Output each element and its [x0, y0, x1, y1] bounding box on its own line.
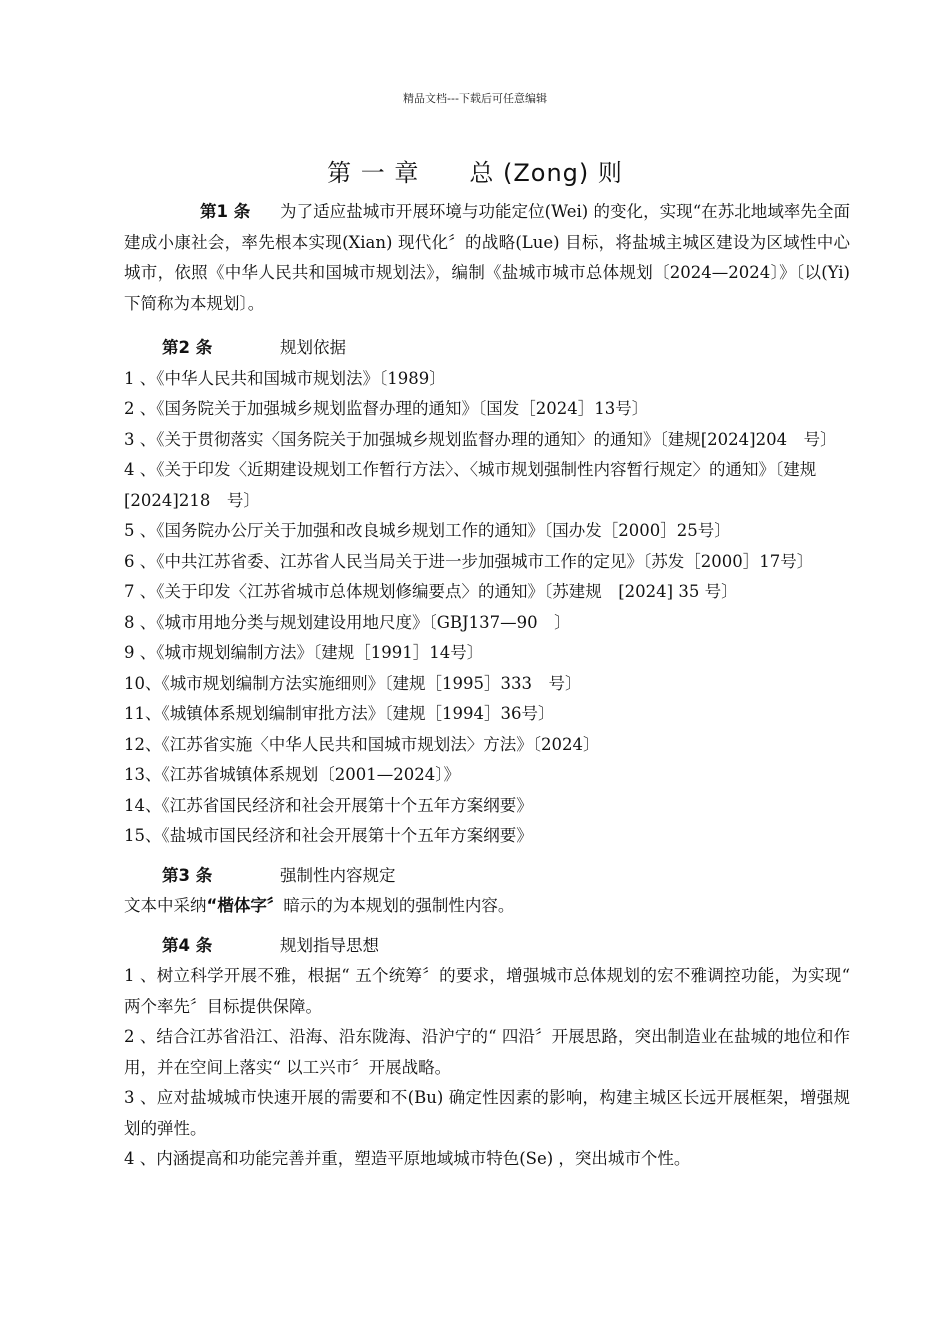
article-1-label: 第1 条: [200, 202, 251, 221]
article-3-title: 强制性内容规定: [280, 865, 396, 885]
list-item: 11、《城镇体系规划编制审批方法》〔建规［1994］36号〕: [124, 704, 555, 723]
list-item: 2 、结合江苏省沿江、沿海、沿东陇海、沿沪宁的“ 四沿〞开展思路，突出制造业在盐城的地位和作用，并在空间上落实“ 以工兴市〞开展战略。: [124, 1027, 850, 1077]
article-4-list: [124, 961, 850, 1175]
list-item: 15、《盐城市国民经济和社会开展第十个五年方案纲要》: [124, 826, 533, 845]
article-3-text-pre: 文本中采纳: [124, 896, 207, 915]
article-1-text: 为了适应盐城市开展环境与功能定位(Wei) 的变化，实现“在苏北地域率先全面建成小康社会，率先根本实现(Xian) 现代化〞的战略(Lue) 目标，将盐城主城区建设为区域性中心城市，依照《中华人民共和国城市规划法》，编制《盐城市城市总体规划〔2024—2024〕》〔以(Yi) 下简称为本规划〕。: [124, 202, 850, 313]
article-2-title: 规划依据: [280, 338, 346, 357]
list-item: 4 、《关于印发〈近期建设规划工作暂行方法〉、〈城市规划强制性内容暂行规定〉的通知》〔建规[2024]218 号〕: [124, 460, 817, 510]
list-item: 12、《江苏省实施〈中华人民共和国城市规划法〉方法》〔2024〕: [124, 734, 600, 754]
article-3-emphasis: “楷体字〞: [206, 896, 284, 915]
list-item: 5 、《国务院办公厅关于加强和改良城乡规划工作的通知》〔国办发［2000］25号〕: [124, 521, 731, 540]
article-4-heading: [124, 931, 850, 962]
article-4-title: 规划指导思想: [280, 935, 379, 955]
list-item: 14、《江苏省国民经济和社会开展第十个五年方案纲要》: [124, 795, 533, 815]
article-2-list: [124, 364, 850, 852]
list-item: 3 、应对盐城城市快速开展的需要和不(Bu) 确定性因素的影响，构建主城区长远开展框架，增强规划的弹性。: [124, 1088, 850, 1138]
list-item: 10、《城市规划编制方法实施细则》〔建规［1995］333 号〕: [124, 673, 582, 693]
article-4-label: 第4 条: [162, 935, 213, 955]
list-item: 1 、《中华人民共和国城市规划法》〔1989〕: [124, 368, 446, 388]
article-2-label: 第2 条: [162, 338, 213, 357]
list-item: 13、《江苏省城镇体系规划〔2001—2024〕》: [124, 765, 460, 784]
list-item: 8 、《城市用地分类与规划建设用地尺度》〔GBJ137—90 〕: [124, 612, 571, 632]
chapter-title: 第 一 章 总 (Zong) 则: [327, 159, 623, 187]
document-body: [124, 197, 850, 1175]
article-2-heading: [124, 333, 850, 364]
list-item: 6 、《中共江苏省委、江苏省人民当局关于进一步加强城市工作的定见》〔苏发［2000］17号〕: [124, 551, 814, 571]
list-item: 2 、《国务院关于加强城乡规划监督办理的通知》〔国发［2024］13号〕: [124, 399, 649, 418]
article-3-text: [124, 891, 850, 922]
list-item: 7 、《关于印发〈江苏省城市总体规划修编要点〉的通知》〔苏建规 [2024] 35 号〕: [124, 582, 738, 601]
article-3-heading: [124, 861, 850, 892]
list-item: 9 、《城市规划编制方法》〔建规［1991］14号〕: [124, 643, 484, 662]
list-item: 3 、《关于贯彻落实〈国务院关于加强城乡规划监督办理的通知〉的通知》〔建规[2024]204 号〕: [124, 429, 837, 449]
page-header: 精品文档---下载后可任意编辑: [403, 92, 547, 105]
article-1: [124, 197, 850, 319]
article-3-label: 第3 条: [162, 865, 213, 885]
list-item: 4 、内涵提高和功能完善并重，塑造平原地域城市特色(Se) ，突出城市个性。: [124, 1149, 691, 1168]
article-3-text-post: 暗示的为本规划的强制性内容。: [283, 896, 515, 915]
list-item: 1 、树立科学开展不雅，根据“ 五个统筹〞的要求，增强城市总体规划的宏不雅调控功能，为实现“ 两个率先〞目标提供保障。: [124, 966, 850, 1016]
